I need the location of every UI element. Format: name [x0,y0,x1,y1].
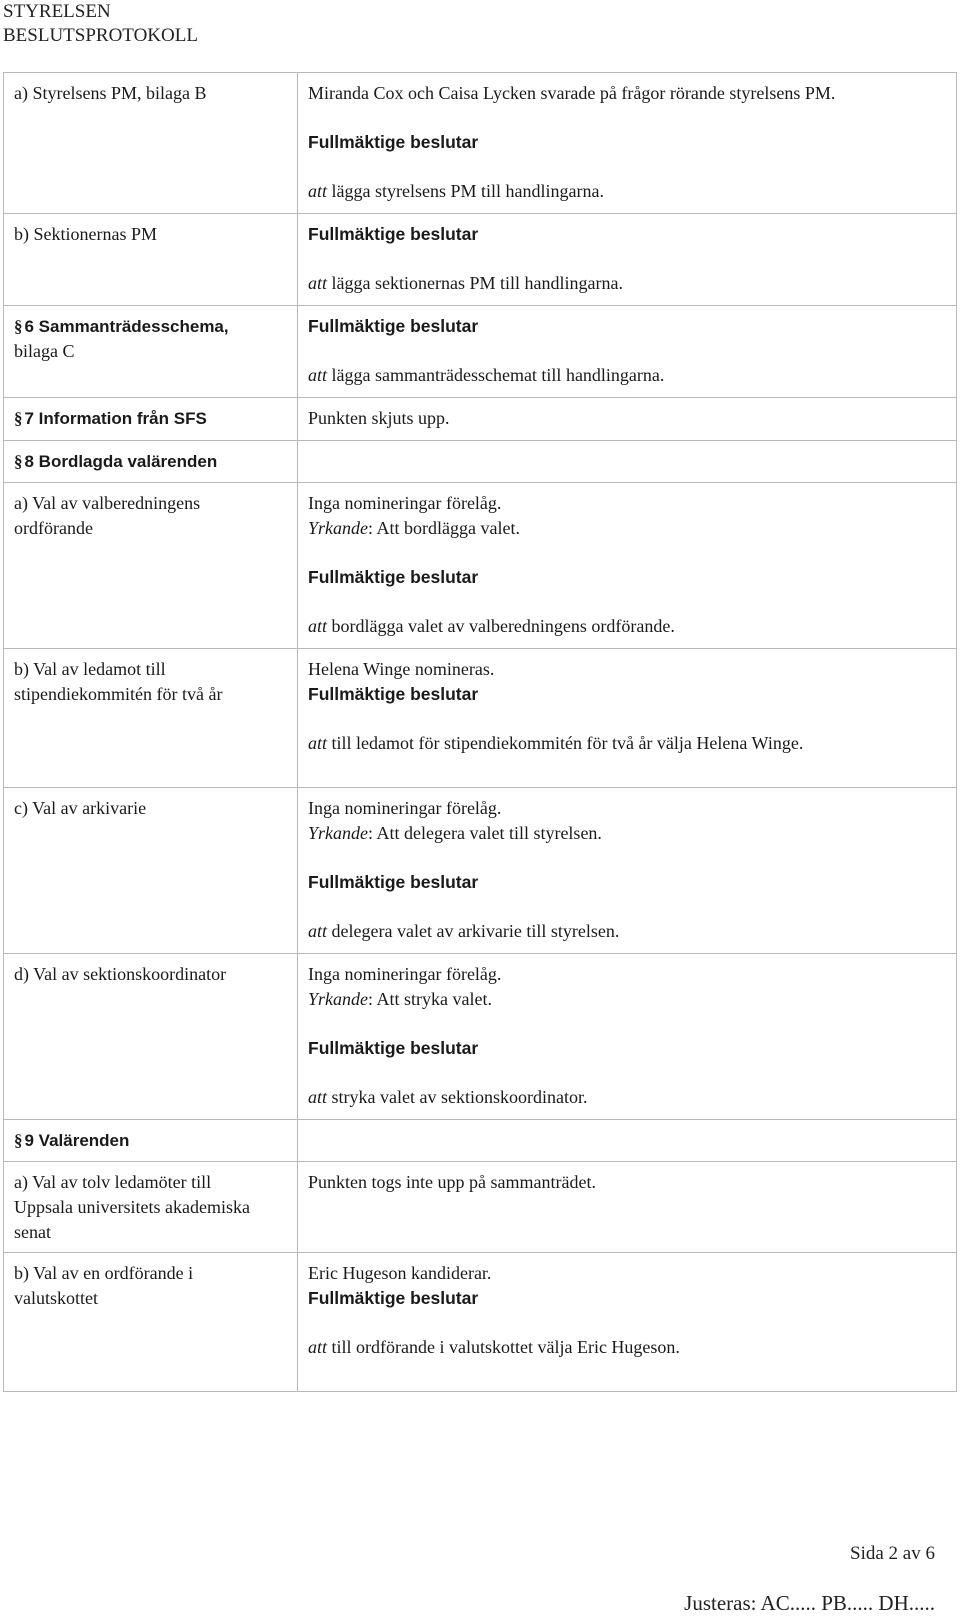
decision-clause [308,919,946,953]
decision-cell [298,398,957,441]
decision-text: lägga styrelsens PM till handlingarna. [327,181,604,201]
agenda-item-cell [4,441,298,483]
decision-heading: Fullmäktige beslutar [308,132,479,152]
agenda-item: c) Val av arkivarie [14,798,147,818]
yrkande-word: Yrkande [308,989,368,1009]
decision-text: till ordförande i valutskottet välja Eric Hugeson. [327,1337,680,1357]
decision-cell [298,649,957,788]
agenda-item: b) Val av ledamot till [14,659,166,679]
table-row [4,306,957,398]
agenda-item-cell [4,306,298,398]
decision-clause [308,363,946,397]
section-heading: § 9 Valärenden [14,1131,130,1150]
section-mark: § [14,317,23,336]
section-subtitle: bilaga C [14,341,75,361]
note-text: Inga nomineringar förelåg. [308,798,502,818]
table-row [4,1162,957,1253]
decision-cell [298,1253,957,1392]
minutes-table [3,72,957,1392]
header-line-2: BESLUTSPROTOKOLL [3,25,198,46]
decision-cell [298,214,957,306]
agenda-item: b) Val av en ordförande i [14,1263,194,1283]
agenda-item-cell: b) Val av en ordförande i valutskottet [4,1253,298,1392]
table-row [4,788,957,954]
decision-text: lägga sektionernas PM till handlingarna. [327,273,623,293]
agenda-item-cell: a) Val av tolv ledamöter till Uppsala universitets akademiska senat [4,1162,298,1253]
table-row [4,398,957,441]
decision-cell [298,483,957,649]
section-mark: § [14,1131,23,1150]
table-row [4,649,957,788]
agenda-item-cell [4,398,298,441]
decision-heading: Fullmäktige beslutar [308,224,479,244]
decision-cell [298,1120,957,1162]
decision-text: bordlägga valet av valberedningens ordförande. [327,616,675,636]
agenda-item-cell [4,954,298,1120]
agenda-item-cell: b) Val av ledamot till stipendiekommitén för två år [4,649,298,788]
decision-text: stryka valet av sektionskoordinator. [327,1087,588,1107]
table-row [4,1253,957,1392]
section-heading: § 8 Bordlagda valärenden [14,452,218,471]
yrkande-word: Yrkande [308,518,368,538]
att-word: att [308,921,328,941]
att-word: att [308,181,328,201]
att-word: att [308,616,328,636]
decision-heading: Fullmäktige beslutar [308,316,479,336]
note-text: Inga nomineringar förelåg. [308,964,502,984]
decision-clause [308,179,946,213]
motion-text: Yrkande: Att delegera valet till styrelsen. [308,823,602,843]
decision-cell [298,788,957,954]
agenda-item: b) Sektionernas PM [14,224,157,244]
att-word: att [308,733,328,753]
decision-heading: Fullmäktige beslutar [308,872,479,892]
decision-text: till ledamot för stipendiekommitén för två år välja Helena Winge. [327,733,804,753]
document-header [3,0,198,48]
note-text: Inga nomineringar förelåg. [308,493,502,513]
decision-heading: Fullmäktige beslutar [308,567,479,587]
motion-text: Yrkande: Att bordlägga valet. [308,518,520,538]
section-mark: § [14,452,23,471]
att-word: att [308,1087,328,1107]
att-word: att [308,365,328,385]
yrkande-word: Yrkande [308,823,368,843]
att-word: att [308,273,328,293]
header-line-1: STYRELSEN [3,1,111,22]
agenda-item-cell [4,788,298,954]
decision-clause [308,1085,946,1119]
section-mark: § [14,409,23,428]
note-text: Punkten togs inte upp på sammanträdet. [308,1172,596,1192]
note-text: Helena Winge nomineras. [308,659,495,679]
motion-text: Yrkande: Att stryka valet. [308,989,492,1009]
decision-clause [308,1335,946,1369]
justeras-initials: Justeras: AC..... PB..... DH..... [684,1591,935,1615]
page-number: Sida 2 av 6 [850,1543,935,1564]
decision-cell [298,1162,957,1253]
att-word: att [308,1337,328,1357]
section-heading: § 6 Sammanträdesschema, [14,317,229,336]
agenda-item-cell [4,214,298,306]
table-row [4,1120,957,1162]
agenda-item-cell: a) Val av valberedningens ordförande [4,483,298,649]
section-heading: § 7 Information från SFS [14,409,207,428]
decision-clause [308,271,946,305]
agenda-item-cell [4,73,298,214]
decision-heading: Fullmäktige beslutar [308,684,479,704]
note-text: Punkten skjuts upp. [308,408,450,428]
agenda-item: a) Styrelsens PM, bilaga B [14,83,207,103]
table-row [4,954,957,1120]
decision-cell [298,73,957,214]
decision-cell [298,954,957,1120]
agenda-item: a) Val av valberedningens [14,493,201,513]
decision-text: lägga sammanträdesschemat till handlingarna. [327,365,665,385]
agenda-item: d) Val av sektionskoordinator [14,964,227,984]
note-text: Eric Hugeson kandiderar. [308,1263,492,1283]
decision-clause [308,731,946,765]
decision-heading: Fullmäktige beslutar [308,1288,479,1308]
table-row [4,214,957,306]
decision-cell [298,306,957,398]
decision-cell [298,441,957,483]
note-text: Miranda Cox och Caisa Lycken svarade på frågor rörande styrelsens PM. [308,83,836,103]
table-row [4,441,957,483]
decision-heading: Fullmäktige beslutar [308,1038,479,1058]
table-row [4,483,957,649]
decision-text: delegera valet av arkivarie till styrelsen. [327,921,620,941]
decision-clause [308,614,946,648]
agenda-item-cell [4,1120,298,1162]
table-row [4,73,957,214]
agenda-item: a) Val av tolv ledamöter till [14,1172,212,1192]
